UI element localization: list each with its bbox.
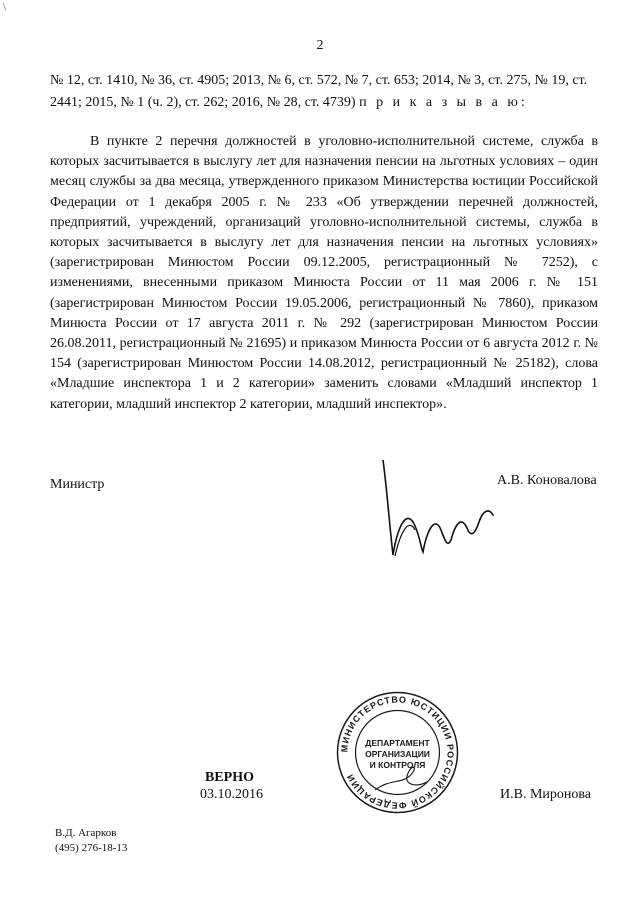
- minister-signature: [375, 460, 505, 590]
- order-paragraph: В пункте 2 перечня должностей в уголовно-исполнительной системе, служба в которых засчитывается в выслугу лет для назначения пенсии на льготных условиях – один месяц службы за два месяца, утвержденного приказом Министерства юстиции Российской Федерации от 1 декабря 2005 г. № 233 «Об утверждении перечней должностей, предприятий, учреждений, организаций уголовно-исполнительной системы, служба в которых засчитывается в выслугу лет для назначения пенсии на льготных условиях» (зарегистрирован Минюстом России 09.12.2005, регистрационный № 7252), с изменениями, внесенными приказом Минюста России от 11 мая 2006 г. № 151 (зарегистрирован Минюстом России 19.05.2006, регистрационный № 7860), приказом Минюста России от 17 августа 2011 г. № 292 (зарегистрирован Минюстом России 26.08.2011, регистрационный № 21695) и приказом Минюста России от 6 августа 2012 г. № 154 (зарегистрирован Минюстом России 14.08.2012, регистрационный № 25182), слова «Младшие инспектора 1 и 2 категории» заменить словами «Младший инспектор 1 категории, младший инспектор 2 категории, младший инспектор».: [50, 134, 598, 412]
- stamp-line-1: ДЕПАРТАМЕНТ: [365, 738, 430, 748]
- intro-citation: № 12, ст. 1410, № 36, ст. 4905; 2013, № 6, ст. 572, № 7, ст. 653; 2014, № 3, ст. 275, № 19, ст. 2441; 2015, № 1 (ч. 2), ст. 262; 2016, № 28, ст. 4739): [50, 73, 588, 110]
- minister-name: А.В. Коноваловa: [497, 473, 597, 488]
- certifier-signature: [375, 767, 427, 790]
- stamp-ring-text: МИНИСТЕРСТВО ЮСТИЦИИ РОССИЙСКОЙ ФЕДЕРАЦИИ: [339, 694, 456, 811]
- executor-phone: (495) 276-18-13: [55, 842, 128, 854]
- executor-name: В.Д. Агарков: [55, 827, 117, 839]
- order-word: п р и к а з ы в а ю:: [359, 95, 528, 110]
- corner-mark: \: [3, 2, 6, 13]
- page-number: 2: [316, 38, 324, 53]
- department-stamp: [335, 690, 460, 815]
- certifier-name: И.В. Миронова: [500, 787, 592, 802]
- minister-title: Министр: [50, 477, 105, 492]
- verno-label: ВЕРНО: [205, 770, 255, 785]
- verno-date: 03.10.2016: [200, 787, 263, 802]
- intro-text: [50, 70, 590, 114]
- stamp-line-2: ОРГАНИЗАЦИИ: [365, 749, 430, 759]
- stamp-line-3: И КОНТРОЛЯ: [369, 760, 426, 770]
